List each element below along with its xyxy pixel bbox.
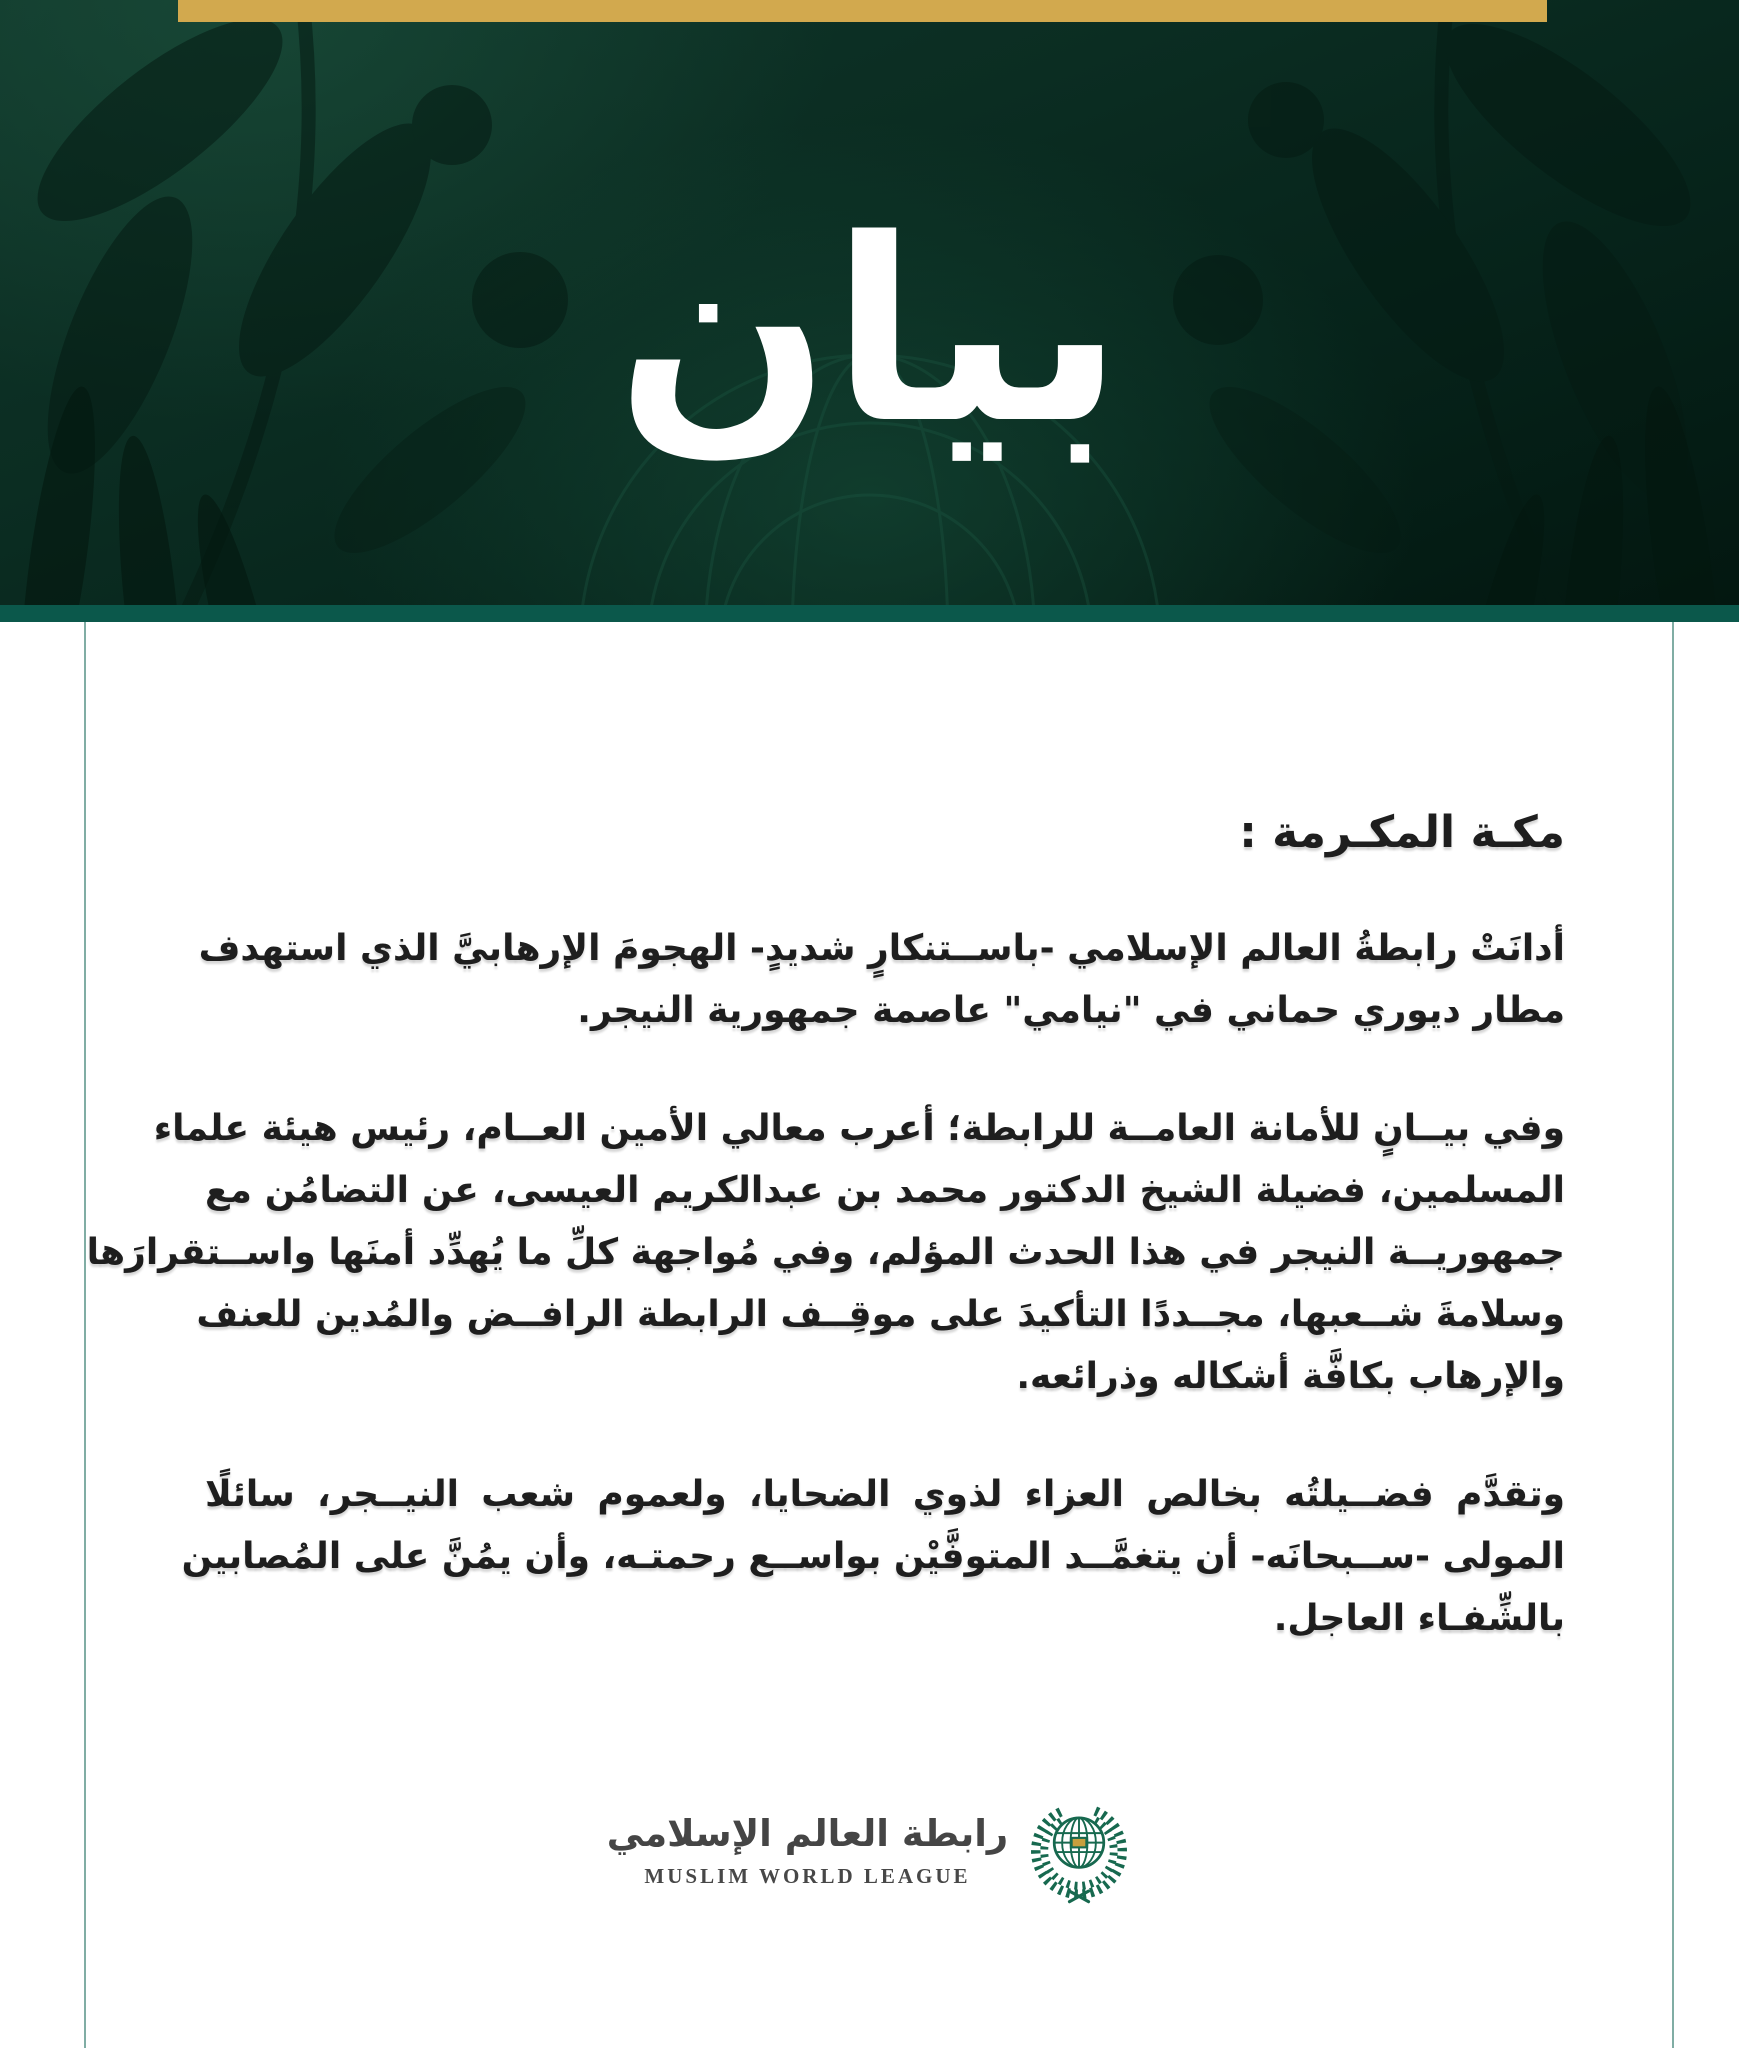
statement-line: أدانَتْ رابطةُ العالم الإسلامي -باســتنكارٍ شديدٍ- الهجومَ الإرهابيَّ الذي استهدف xyxy=(198,928,1565,969)
statement-paragraph-3 xyxy=(181,1464,1565,1650)
statement-paragraph-2 xyxy=(86,1098,1565,1408)
statement-title-calligraphy: بيان xyxy=(615,186,1124,479)
location-heading: مكـة المكـرمة : xyxy=(1239,807,1565,858)
statement-line: بالشِّفـاء العاجل. xyxy=(1273,1598,1565,1639)
statement-body xyxy=(86,798,1565,1706)
header-banner xyxy=(0,0,1739,605)
statement-line: المسلمين، فضيلة الشيخ الدكتور محمد بن عبدالكريم العيسى، عن التضامُن مع xyxy=(205,1170,1565,1211)
gold-accent-bar xyxy=(178,0,1547,22)
statement-line: والإرهاب بكافَّة أشكاله وذرائعه. xyxy=(1016,1356,1565,1397)
mwl-emblem-icon xyxy=(1026,1792,1132,1908)
statement-paragraph-1 xyxy=(198,918,1565,1042)
mwl-logo xyxy=(0,1792,1739,1908)
statement-line: وسلامةَ شــعبها، مجــددًا التأكيدَ على موقِــف الرابطة الرافــض والمُدين للعنف xyxy=(196,1294,1565,1335)
mwl-english-wordmark: MUSLIM WORLD LEAGUE xyxy=(644,1863,971,1888)
mwl-arabic-wordmark: رابطة العالم الإسلامي xyxy=(606,1812,1009,1856)
mwl-wordmark xyxy=(607,1811,1008,1888)
statement-line: المولى -ســبحانَه- أن يتغمَّــد المتوفَّيْن بواســع رحمتـه، وأن يمُنَّ على المُصابين xyxy=(181,1536,1565,1577)
teal-divider-strip xyxy=(0,605,1739,622)
statement-line: مطار ديوري حماني في "نيامي" عاصمة جمهورية النيجر. xyxy=(577,990,1565,1031)
statement-line: جمهوريــة النيجر في هذا الحدث المؤلم، وفي مُواجهة كلِّ ما يُهدِّد أمنَها واســتقرارَها xyxy=(86,1232,1565,1273)
statement-line: وفي بيــانٍ للأمانة العامــة للرابطة؛ أعرب معالي الأمين العــام، رئيس هيئة علماء xyxy=(153,1108,1565,1149)
statement-line: وتقدَّم فضــيلتُه بخالص العزاء لذوي الضحايا، ولعموم شعب النيــجر، سائلًا xyxy=(205,1474,1565,1515)
